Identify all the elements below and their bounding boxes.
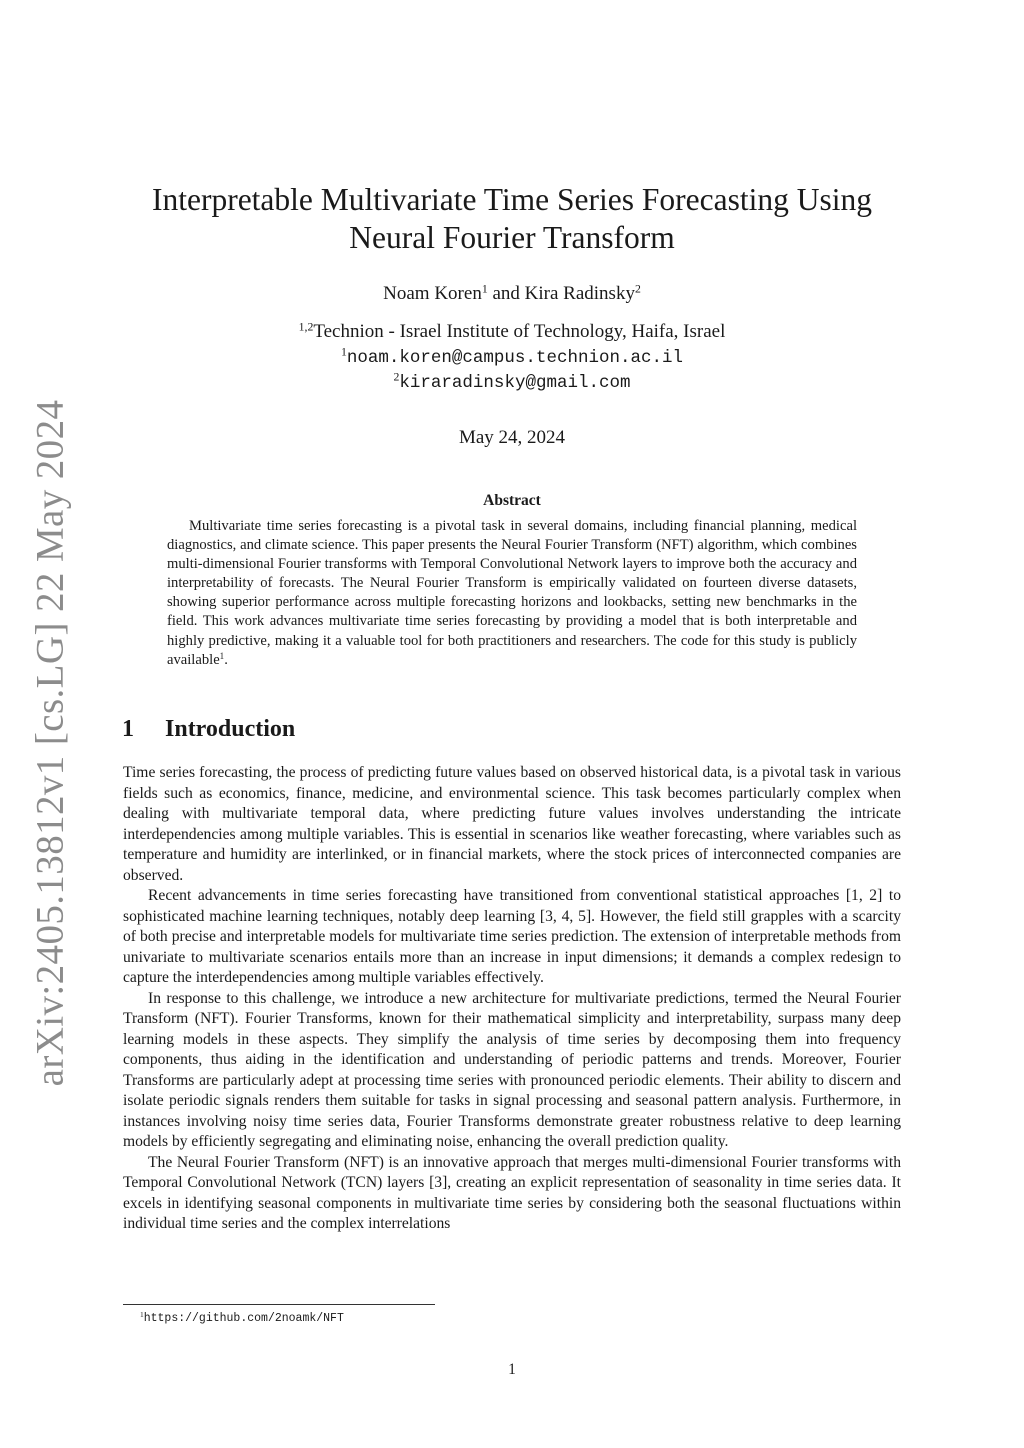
introduction-body xyxy=(123,763,901,1235)
affiliation-mark: 2 xyxy=(393,370,400,384)
institution-line xyxy=(112,320,912,345)
paragraph: Time series forecasting, the process of predicting future values based on observed historical data, is a pivotal task in various fields such as economics, finance, medicine, and environmental science. This task becomes particularly complex when dealing with multivariate temporal data, where predicting future values involves understanding the intricate interdependencies among multiple variables. This is essential in scenarios like weather forecasting, where variables such as temperature and humidity are interlinked, or in financial markets, where the stock prices of interconnected companies are observed. xyxy=(123,764,901,884)
email-line xyxy=(112,370,912,396)
affiliation-mark: 1,2 xyxy=(298,320,314,334)
abstract-end: . xyxy=(224,651,228,668)
publication-date: May 24, 2024 xyxy=(458,427,566,448)
paragraph: In response to this challenge, we introduce a new architecture for multivariate predictions, termed the Neural Fourier Transform (NFT). Fourier Transforms, known for their mathematical simplicity and interpretability, surpass many deep learning models in these aspects. They simplify the analysis of time series by decomposing them into frequency components, thus aiding in the identification and understanding of periodic patterns and trends. Moreover, Fourier Transforms are particularly adept at processing time series with pronounced periodic elements. Their ability to discern and isolate periodic signals renders them suitable for tasks in signal processing and seasonal pattern analysis. Furthermore, in instances involving noisy time series data, Fourier Transforms demonstrate greater robustness relative to deep learning models by efficiently segregating and eliminating noise, enhancing the overall prediction quality. xyxy=(123,989,901,1150)
author-email: kiraradinsky@gmail.com xyxy=(399,373,631,393)
abstract-heading: Abstract xyxy=(483,492,541,509)
author-joiner: and xyxy=(487,283,525,304)
paper-title: Interpretable Multivariate Time Series Forecasting Using Neural Fourier Transform xyxy=(152,182,872,255)
affiliation-mark: 1 xyxy=(481,282,488,296)
section-heading xyxy=(122,716,295,743)
section-title: Introduction xyxy=(165,716,296,742)
author-name: Noam Koren xyxy=(383,283,482,304)
affiliation-mark: 1 xyxy=(341,345,347,359)
paragraph: The Neural Fourier Transform (NFT) is an innovative approach that merges multi-dimensional Fourier transforms with Temporal Convolutional Network (TCN) layers [3], creating an explicit representation of seasonality in time series data. It excels in identifying seasonal components in multivariate time series by considering both the seasonal fluctuations within individual time series and the complex interrelations xyxy=(123,1153,901,1232)
abstract-body: Multivariate time series forecasting is a pivotal task in several domains, including financial planning, medical diagnostics, and climate science. This paper presents the Neural Fourier Transform (NFT) algorithm, which combines multi-dimensional Fourier transforms with Temporal Convolutional Network layers to improve both the accuracy and interpretability of forecasts. The Neural Fourier Transform is empirically validated on fourteen diverse datasets, showing superior performance across multiple forecasting horizons and lookbacks, setting new benchmarks in the field. This work advances multivariate time series forecasting by providing a model that is both interpretable and highly predictive, making it a valuable tool for both practitioners and researchers. The code for this study is publicly available xyxy=(167,518,857,668)
author-name: Kira Radinsky xyxy=(524,283,635,304)
author-line xyxy=(112,282,912,306)
section-number: 1 xyxy=(122,716,134,742)
author-email: noam.koren@campus.technion.ac.il xyxy=(346,347,683,368)
affiliation-mark: 2 xyxy=(634,282,641,296)
footnote-mark: 1 xyxy=(219,650,225,661)
paragraph: Recent advancements in time series forecasting have transitioned from conventional statistical approaches [1, 2] to sophisticated machine learning techniques, notably deep learning [3, 4, 5]. However, the field still grapples with a scarcity of both precise and interpretable models for multivariate time series prediction. The extension of interpretable methods from univariate to multivariate scenarios entails more than an increase in input dimensions; it demands a complex redesign to capture the interdependencies among multiple variables effectively. xyxy=(123,887,901,986)
affiliation-block xyxy=(112,320,912,396)
footnote xyxy=(140,1310,344,1325)
arxiv-identifier-text: arXiv:2405.13812v1 [cs.LG] 22 May 2024 xyxy=(28,399,72,1087)
page-number: 1 xyxy=(508,1361,516,1378)
abstract-text xyxy=(167,517,857,670)
email-line xyxy=(112,345,912,371)
footnote-link[interactable]: https://github.com/2noamk/NFT xyxy=(143,1312,344,1325)
institution-name: Technion - Israel Institute of Technology, Haifa, Israel xyxy=(313,321,726,342)
footnote-mark: 1 xyxy=(140,1309,144,1319)
footnote-divider xyxy=(123,1304,435,1305)
